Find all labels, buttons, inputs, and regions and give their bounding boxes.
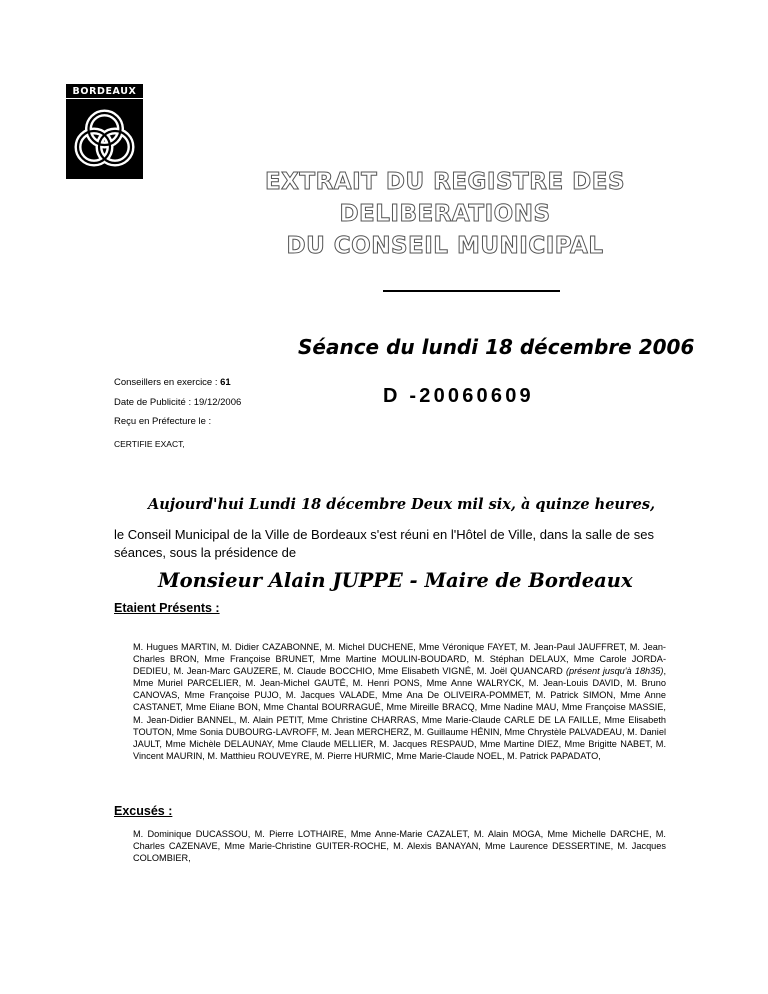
conseillers-line	[114, 377, 231, 388]
mayor-heading: Monsieur Alain JUPPE - Maire de Bordeaux	[158, 569, 633, 592]
certifie-exact: CERTIFIE EXACT,	[114, 439, 185, 449]
logo-text: BORDEAUX	[66, 84, 143, 99]
triquetra-emblem-icon	[66, 99, 143, 179]
bordeaux-logo	[66, 84, 143, 179]
session-date-line: Aujourd'hui Lundi 18 décembre Deux mil six, à quinze heures,	[148, 496, 656, 513]
presents-list	[133, 641, 666, 762]
presents-label: Etaient Présents :	[114, 601, 220, 615]
conseillers-value: 61	[220, 377, 231, 388]
excuses-label: Excusés :	[114, 804, 173, 818]
deliberation-number: D -20060609	[383, 385, 534, 407]
seance-heading: Séance du lundi 18 décembre 2006	[298, 335, 695, 359]
presents-text-2: , Mme Muriel PARCELIER, M. Jean-Michel GAUTÉ, M. Henri PONS, Mme Anne WALRYCK, M. Jean-Louis DAVID, M. Bruno CANOVAS, Mme Françoise PUJO, M. Jacques VALADE, Mme Ana De OLIVEIRA-POMMET, M. Patrick SIMON, Mme Anne CASTANET, Mme Eliane BON, Mme Chantal BOURRAGUÉ, Mme Mireille BRACQ, Mme Nadine MAU, Mme Françoise MASSIE, M. Jean-Didier BANNEL, M. Alain PETIT, Mme Christine CHARRAS, Mme Marie-Claude CARLE DE LA FAILLE, Mme Elisabeth TOUTON, Mme Sonia DUBOURG-LAVROFF, M. Jean MERCHERZ, M. Guillaume HÉNIN, Mme Chrystèle PALVADEAU, M. Daniel JAULT, Mme Michèle DELAUNAY, Mme Claude MELLIER, M. Jacques RESPAUD, Mme Martine DIEZ, Mme Brigitte NABET, M. Vincent MAURIN, M. Matthieu ROUVEYRE, M. Pierre HURMIC, Mme Marie-Claude NOEL, M. Patrick PAPADATO,	[133, 666, 667, 761]
presents-text-1: M. Hugues MARTIN, M. Didier CAZABONNE, M. Michel DUCHENE, Mme Véronique FAYET, M. Jean-Paul JAUFFRET, M. Jean-Charles BRON, Mme Françoise BRUNET, Mme Martine MOULIN-BOUDARD, M. Stéphan DELAUX, Mme Carole JORDA-DEDIEU, M. Jean-Marc GAUZERE, M. Claude BOCCHIO, Mme Elisabeth VIGNÉ, M. Joël QUANCARD	[133, 642, 666, 677]
excuses-list: M. Dominique DUCASSOU, M. Pierre LOTHAIRE, Mme Anne-Marie CAZALET, M. Alain MOGA, Mme Michelle DARCHE, M. Charles CAZENAVE, Mme Marie-Christine GUITER-ROCHE, M. Alexis BANAYAN, Mme Laurence DESSERTINE, M. Jacques COLOMBIER,	[133, 829, 666, 864]
intro-paragraph: le Conseil Municipal de la Ville de Bordeaux s'est réuni en l'Hôtel de Ville, dans la salle de ses séances, sous la présidence de	[114, 527, 654, 560]
presents-note: (présent jusqu'à 18h35)	[565, 666, 664, 677]
prefecture-line: Reçu en Préfecture le :	[114, 416, 212, 427]
title-divider	[383, 290, 560, 292]
publicite-date: Date de Publicité : 19/12/2006	[114, 397, 242, 408]
conseillers-label: Conseillers en exercice :	[114, 377, 221, 388]
document-title	[240, 166, 650, 262]
title-line-3: DU CONSEIL MUNICIPAL	[286, 233, 604, 259]
title-line-1: EXTRAIT DU REGISTRE DES	[264, 169, 626, 195]
title-line-2: DELIBERATIONS	[339, 201, 551, 227]
